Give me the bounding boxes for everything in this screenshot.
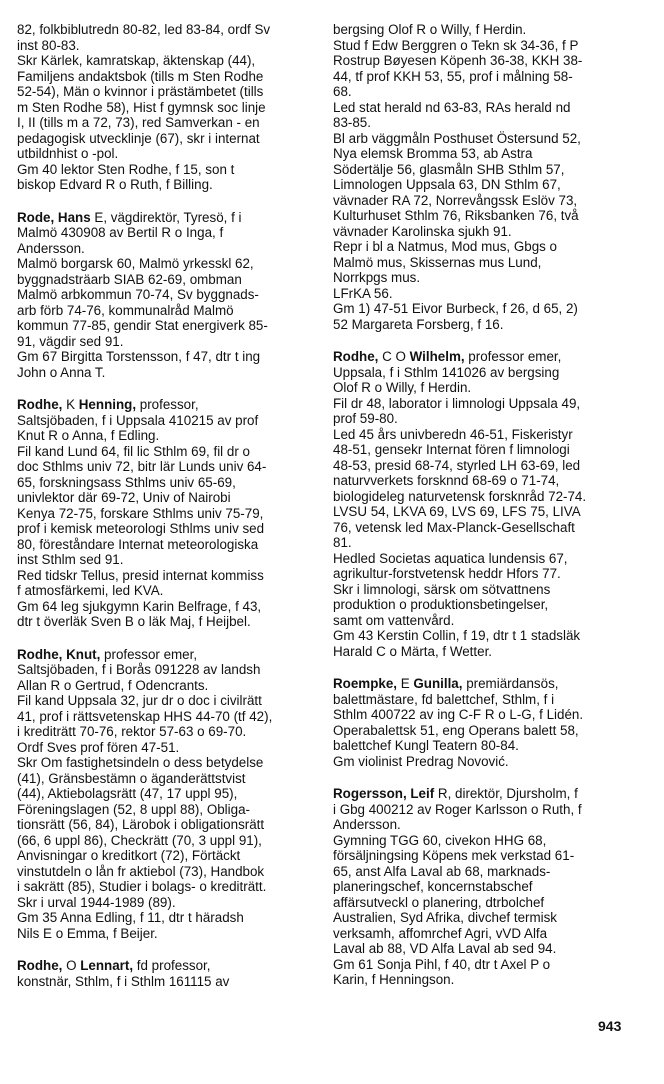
text-line [17,490,317,506]
entry-name: Rodhe, Knut, [17,646,101,662]
entry-name: Rodhe, [333,349,379,364]
text-segment: biskop Edvard R o Ruth, f Billing. [17,177,213,192]
entry-separator [333,332,651,349]
right-column [333,22,651,988]
text-segment: samt om vattenvård. [333,612,455,628]
text-segment: Led 45 års univberedn 46-51, Fiskeristyr [333,426,573,442]
entry-separator [17,193,317,210]
text-line [333,224,651,240]
text-segment: E, vägdirektör, Tyresö, f i [90,209,242,225]
text-line [333,239,651,255]
text-segment: Kenya 72-75, forskare Sthlms univ 75-79, [17,505,264,521]
entry-name: Rogersson, Leif [333,786,435,801]
text-line [17,365,317,381]
text-segment: professor emer, [100,646,198,662]
text-segment: Repr i bl a Natmus, Mod mus, Gbgs o [333,239,558,254]
text-segment: Stud f Edw Berggren o Tekn sk 34-36, f P [333,37,579,53]
text-segment: John o Anna T. [17,364,106,380]
entry-name: Gunilla, [413,676,463,691]
text-line [333,582,651,598]
text-segment: Malmö mus, Skissernas mus Lund, [333,254,542,270]
text-line [333,676,651,692]
text-line [333,723,651,739]
text-line [17,53,317,69]
text-segment: 82, folkbiblutredn 80-82, led 83-84, ordf Sv [17,22,271,37]
text-segment: biologideleg naturvetensk forsknråd 72-74. [333,488,587,504]
text-segment: bergsing Olof R o Willy, f Herdin. [333,22,527,37]
text-line [17,459,317,475]
text-line [17,802,317,818]
text-segment: 83-85. [333,115,371,130]
text-line [17,287,317,303]
text-segment: vävnader Karolinska sjukh 91. [333,223,512,239]
text-line [333,707,651,723]
text-segment: utbildnhist o -pol. [17,146,119,161]
text-line [333,910,651,926]
text-line [17,225,317,241]
text-segment: Föreningslagen (52, 8 uppl 88), Obliga- [17,801,250,817]
text-line [17,131,317,147]
text-line [17,444,317,460]
text-line [333,786,651,802]
text-segment: balettchef Kungl Teatern 80-84. [333,738,519,753]
text-line [333,738,651,754]
text-line [333,754,651,770]
text-line [17,599,317,615]
text-segment: Uppsala, f i Sthlm 141026 av bergsing [333,364,560,380]
page-number: 943 [598,1018,622,1034]
text-line [333,692,651,708]
text-line [17,177,317,193]
text-segment: Kulturhuset Sthlm 76, Riksbanken 76, två [333,208,579,223]
text-segment: Södertälje 56, glasmåln SHB Sthlm 57, [333,161,565,177]
text-line [17,146,317,162]
text-segment: 52 Margareta Forsberg, f 16. [333,316,504,332]
text-segment: Andersson. [17,240,85,256]
entry-name: Rodhe, [17,958,63,973]
text-segment: Olof R o Willy, f Herdin. [333,380,472,395]
text-segment: 65, forskningsass Sthlms univ 65-69, [17,474,236,490]
text-line [333,613,651,629]
text-line [333,100,651,116]
text-segment: E [397,676,414,691]
text-segment: 65, anst Alfa Laval ab 68, marknads- [333,863,551,879]
text-segment: i krediträtt 70-76, rektor 57-63 o 69-70. [17,724,247,739]
text-segment: Norrkpgs mus. [333,270,421,285]
entry-separator [17,380,317,397]
text-line [17,614,317,630]
text-segment: Fil dr 48, laborator i limnologi Uppsala 49, [333,395,581,411]
text-segment: Malmö 430908 av Bertil R o Inga, f [17,225,224,240]
text-line [17,241,317,257]
text-line [333,380,651,396]
text-segment: balettmästare, fd balettchef, Sthlm, f i [333,691,555,707]
text-segment: arb förb 74-76, kommunalråd Malmö [17,302,234,318]
text-segment: R, direktör, Djursholm, f [434,786,578,801]
text-segment: Harald C o Märta, f Wetter. [333,643,493,659]
text-line [333,162,651,178]
text-line [17,879,317,895]
text-segment: Red tidskr Tellus, presid internat kommiss [17,567,264,583]
text-line [17,413,317,429]
text-segment: Saltsjöbaden, f i Borås 091228 av landsh [17,662,261,677]
text-line [17,678,317,694]
text-segment: prof i kemisk meteorologi Sthlms univ sed [17,521,265,536]
text-line [17,693,317,709]
text-segment: Nya elemsk Bromma 53, ab Astra [333,146,533,161]
text-line [333,879,651,895]
text-segment: Skr Kärlek, kamratskap, äktenskap (44), [17,53,256,68]
text-segment: C O [378,349,410,364]
text-line [333,317,651,333]
entry-name: Roempke, [333,676,397,691]
text-segment: Malmö borgarsk 60, Malmö yrkesskl 62, [17,256,254,271]
text-segment: Hedled Societas aquatica lundensis 67, [333,550,568,566]
entry-name: Henning, [78,397,137,412]
text-segment: kommun 77-85, gendir Stat energiverk 85- [17,318,268,333]
text-segment: Operabalettsk 51, eng Operans balett 58, [333,722,579,738]
text-line [17,771,317,787]
text-line [333,566,651,582]
text-line [333,115,651,131]
text-segment: Rostrup Bøyesen Köpenh 36-38, KKH 38- [333,53,583,68]
text-line [17,475,317,491]
text-segment: 48-51, gensekr Internat fören f limnologi [333,442,570,457]
text-line [333,628,651,644]
text-line [333,146,651,162]
text-segment: f atmosfärkemi, led KVA. [17,583,164,598]
text-segment: Gm 40 lektor Sten Rodhe, f 15, son t [17,161,235,177]
text-segment: Gm 64 leg sjukgymn Karin Belfrage, f 43, [17,598,262,614]
text-line [17,910,317,926]
text-segment: Gymning TGG 60, civekon HHG 68, [333,832,547,848]
text-segment: Nils E o Emma, f Beijer. [17,925,158,941]
text-line [333,301,651,317]
text-line [17,583,317,599]
text-segment: LFrKA 56. [333,285,393,301]
text-segment: Familjens andaktsbok (tills m Sten Rodhe [17,68,264,84]
text-segment: 41, prof i rättsvetenskap HHS 44-70 (tf 42), [17,708,273,724]
text-line [17,895,317,911]
text-segment: Knut R o Anna, f Edling. [17,428,160,443]
text-line [333,957,651,973]
text-line [17,958,317,974]
text-segment: LVSU 54, LKVA 69, LVS 69, LFS 75, LIVA [333,504,581,519]
text-line [333,442,651,458]
text-segment: i Gbg 400212 av Roger Karlsson o Ruth, f [333,801,582,817]
text-segment: affärsutveckl o planering, dtrbolchef [333,894,545,910]
text-segment: professor emer, [464,349,562,364]
text-line [17,38,317,54]
text-line [333,644,651,660]
text-line [17,521,317,537]
text-line [17,303,317,319]
text-line [333,84,651,100]
text-line [17,740,317,756]
text-line [17,349,317,365]
text-segment: Fil kand Uppsala 32, jur dr o doc i civilrätt [17,693,262,708]
text-line [333,864,651,880]
text-line [17,755,317,771]
text-segment: univlektor där 69-72, Univ of Nairobi [17,490,231,505]
text-segment: konstnär, Sthlm, f i Sthlm 161115 av [17,973,230,989]
text-segment: Fil kand Lund 64, fil lic Sthlm 69, fil dr o [17,443,250,459]
text-line [333,427,651,443]
text-segment: doc Sthlms univ 72, bitr lär Lunds univ 64- [17,459,267,474]
text-line [333,473,651,489]
text-line [333,208,651,224]
text-segment: Gm 67 Birgitta Torstensson, f 47, dtr t ing [17,349,261,364]
text-line [333,177,651,193]
text-segment: i sakrätt (85), Studier i bolags- o krediträtt. [17,879,267,894]
text-line [17,272,317,288]
text-segment: 52-54), Män o kvinnor i prästämbetet (tills [17,84,264,99]
text-segment: tionsrätt (56, 84), Lärobok i obligationsrätt [17,817,265,832]
text-segment: byggnadsträarb SIAB 62-69, ombman [17,271,242,287]
text-line [333,53,651,69]
text-segment: 48-53, presid 68-74, styrled LH 63-69, led [333,457,581,473]
text-segment: fd professor, [133,958,211,973]
text-segment: pedagogisk utvecklinje (67), skr i internat [17,130,260,146]
text-segment: 81. [333,535,352,550]
text-segment: Skr Om fastighetsindeln o dess betydelse [17,755,264,770]
entry-name: Wilhelm, [409,349,465,364]
text-segment: 68. [333,84,352,99]
text-line [333,458,651,474]
text-line [17,647,317,663]
entry-separator [333,769,651,786]
text-line [333,597,651,613]
text-segment: Malmö arbkommun 70-74, Sv byggnads- [17,287,259,302]
text-segment: Anvisningar o kreditkort (72), Förtäckt [17,848,241,863]
text-line [333,69,651,85]
text-line [333,38,651,54]
left-column [17,22,317,989]
text-segment: Allan R o Gertrud, f Odencrants. [17,677,209,693]
text-line [333,535,651,551]
text-line [333,926,651,942]
text-line [17,506,317,522]
text-line [333,520,651,536]
text-segment: Australien, Syd Afrika, divchef termisk [333,910,558,925]
text-line [333,833,651,849]
text-line [17,974,317,990]
text-line [17,724,317,740]
text-line [333,489,651,505]
text-segment: Sthlm 400722 av ing C-F R o L-G, f Lidén. [333,707,584,722]
text-line [333,802,651,818]
text-segment: Karin, f Henningson. [333,972,455,987]
text-segment: inst Sthlm sed 91. [17,552,124,567]
text-segment: Andersson. [333,817,401,832]
text-line [333,286,651,302]
text-segment: försäljningsing Köpens mek verkstad 61- [333,848,575,863]
text-segment: Limnologen Uppsala 63, DN Sthlm 67, [333,177,561,192]
text-line [333,365,651,381]
entry-separator [17,941,317,958]
text-segment: 76, vetensk led Max-Planck-Gesellschaft [333,519,575,535]
text-line [333,349,651,365]
entry-name: Rode, Hans [17,209,91,225]
text-line [17,833,317,849]
entry-separator [17,630,317,647]
text-segment: Skr i urval 1944-1989 (89). [17,894,176,910]
text-line [17,537,317,553]
text-line [333,972,651,988]
text-segment: Gm violinist Predrag Novović. [333,753,509,769]
text-segment: (44), Aktiebolagsrätt (47, 17 uppl 95), [17,786,238,801]
text-segment: 44, tf prof KKH 53, 55, prof i målning 58- [333,68,573,84]
entry-name: Lennart, [80,958,134,973]
text-segment: 80, föreståndare Internat meteorologiska [17,536,259,552]
text-segment: agrikultur-forstvetensk heddr Hfors 77. [333,566,561,581]
text-line [17,115,317,131]
text-line [333,411,651,427]
text-segment: Led stat herald nd 63-83, RAs herald nd [333,99,571,115]
text-line [333,895,651,911]
text-segment: inst 80-83. [17,37,80,53]
text-line [333,193,651,209]
text-line [333,396,651,412]
text-segment: naturvverkets forsknnd 68-69 o 71-74, [333,473,560,488]
text-segment: (66, 6 uppl 86), Checkrätt (70, 3 uppl 91), [17,832,262,848]
text-line [333,551,651,567]
text-segment: Bl arb väggmåln Posthuset Östersund 52, [333,130,581,146]
text-line [17,210,317,226]
entry-name: Rodhe, [17,397,63,412]
text-line [333,270,651,286]
text-segment: m Sten Rodhe 58), Hist f gymnsk soc linje [17,99,266,115]
text-line [17,162,317,178]
text-line [17,568,317,584]
text-segment: premiärdansös, [462,676,559,691]
text-line [17,334,317,350]
text-segment: (41), Gränsbestämn o äganderättstvist [17,770,246,786]
text-segment: Gm 35 Anna Edling, f 11, dtr t häradsh [17,910,244,925]
text-segment: O [62,958,81,973]
text-segment: I, II (tills m a 72, 73), red Samverkan - en [17,115,260,130]
text-line [17,817,317,833]
text-line [17,256,317,272]
text-line [17,848,317,864]
text-segment: Gm 43 Kerstin Collin, f 19, dtr t 1 stadsläk [333,628,581,643]
text-segment: Laval ab 88, VD Alfa Laval ab sed 94. [333,941,557,956]
text-line [333,255,651,271]
text-segment: verksamh, affomrchef Agri, vVD Alfa [333,925,548,941]
text-segment: Gm 1) 47-51 Eivor Burbeck, f 26, d 65, 2) [333,301,578,316]
text-line [17,428,317,444]
text-line [333,817,651,833]
text-segment: K [62,397,79,412]
text-line [333,22,651,38]
text-line [17,552,317,568]
text-line [333,131,651,147]
entry-separator [333,659,651,676]
text-segment: Gm 61 Sonja Pihl, f 40, dtr t Axel P o [333,956,551,972]
text-line [17,709,317,725]
text-segment: planeringschef, koncernstabschef [333,879,533,894]
text-segment: dtr t överläk Sven B o läk Maj, f Heijbel. [17,614,251,629]
text-segment: Saltsjöbaden, f i Uppsala 410215 av prof [17,412,259,428]
text-line [333,848,651,864]
text-line [333,941,651,957]
text-segment: Ordf Sves prof fören 47-51. [17,739,180,755]
text-segment: professor, [136,397,199,412]
text-line [17,864,317,880]
text-segment: 91, vägdir sed 91. [17,333,124,349]
text-line [17,662,317,678]
text-line [17,84,317,100]
text-segment: vävnader RA 72, Norrevångssk Eslöv 73, [333,192,578,208]
text-line [17,397,317,413]
text-line [333,504,651,520]
text-line [17,318,317,334]
text-line [17,69,317,85]
text-segment: vinstutdeln o lån fr aktiebol (73), Handbok [17,863,265,879]
text-line [17,786,317,802]
text-line [17,22,317,38]
text-line [17,926,317,942]
text-segment: Skr i limnologi, särsk om sötvattnens [333,581,551,597]
text-segment: produktion o produktionsbetingelser, [333,597,549,612]
text-segment: prof 59-80. [333,411,398,426]
text-line [17,100,317,116]
